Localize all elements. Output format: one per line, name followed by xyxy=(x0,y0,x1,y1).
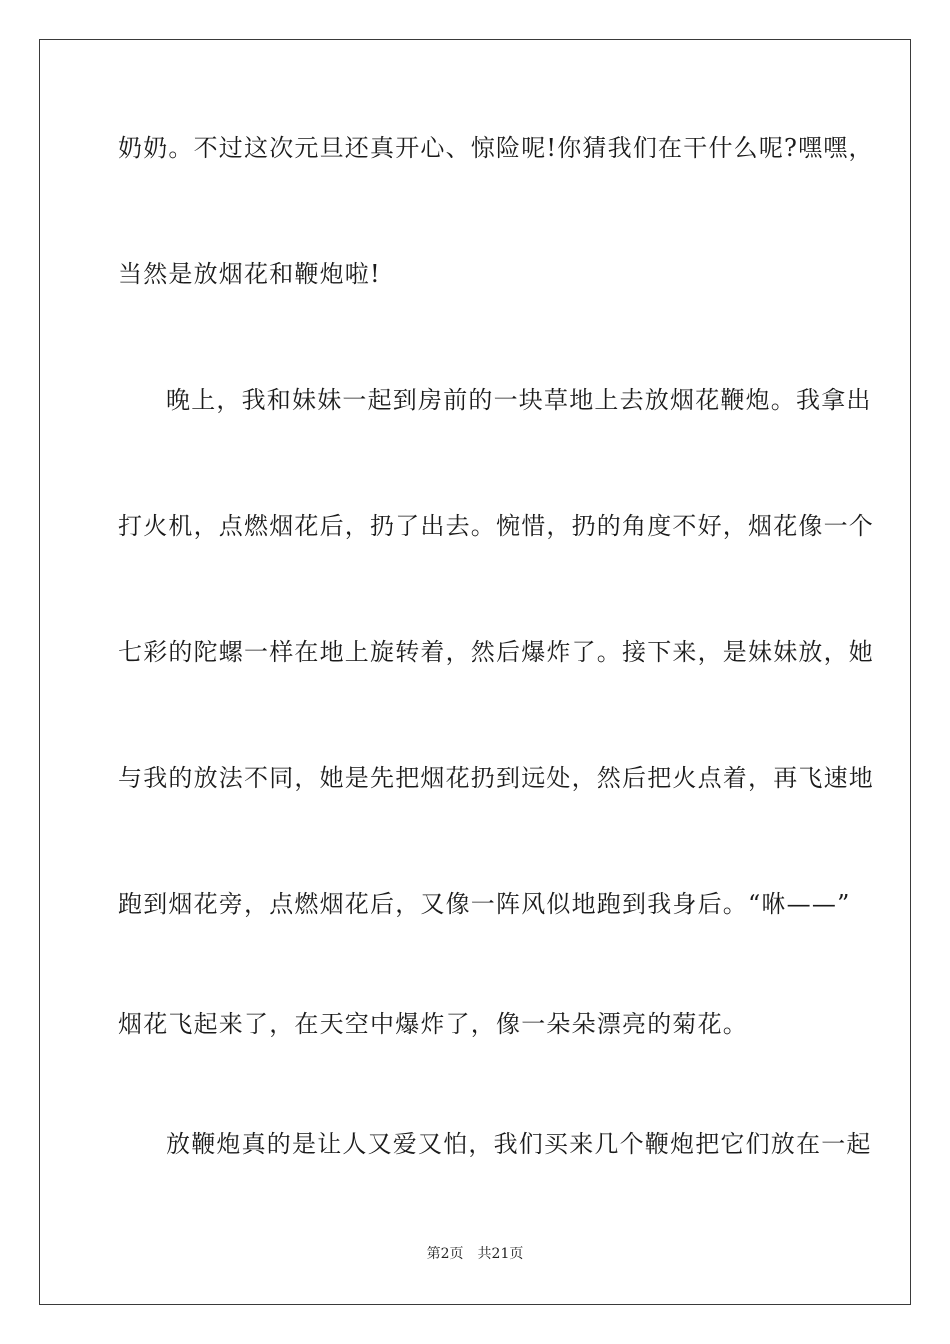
text-line: 七彩的陀螺一样在地上旋转着，然后爆炸了。接下来，是妹妹放，她 xyxy=(118,638,874,666)
page-number: 第2页 xyxy=(426,1246,464,1262)
paragraph-start-line: 放鞭炮真的是让人又爱又怕，我们买来几个鞭炮把它们放在一起 xyxy=(166,1130,872,1158)
page-footer xyxy=(0,1244,950,1264)
text-line: 奶奶。不过这次元旦还真开心、惊险呢!你猜我们在干什么呢?嘿嘿， xyxy=(118,134,874,162)
text-line: 与我的放法不同，她是先把烟花扔到远处，然后把火点着，再飞速地 xyxy=(118,764,874,792)
text-line: 跑到烟花旁，点燃烟花后，又像一阵风似地跑到我身后。“咻——” xyxy=(118,890,851,918)
page-border xyxy=(39,39,911,1305)
text-line: 打火机，点燃烟花后，扔了出去。惋惜，扔的角度不好，烟花像一个 xyxy=(118,512,874,540)
text-line: 当然是放烟花和鞭炮啦! xyxy=(118,260,381,288)
page-total: 共21页 xyxy=(477,1246,524,1262)
paragraph-start-line: 晚上，我和妹妹一起到房前的一块草地上去放烟花鞭炮。我拿出 xyxy=(166,386,872,414)
text-line: 烟花飞起来了，在天空中爆炸了，像一朵朵漂亮的菊花。 xyxy=(118,1010,748,1038)
